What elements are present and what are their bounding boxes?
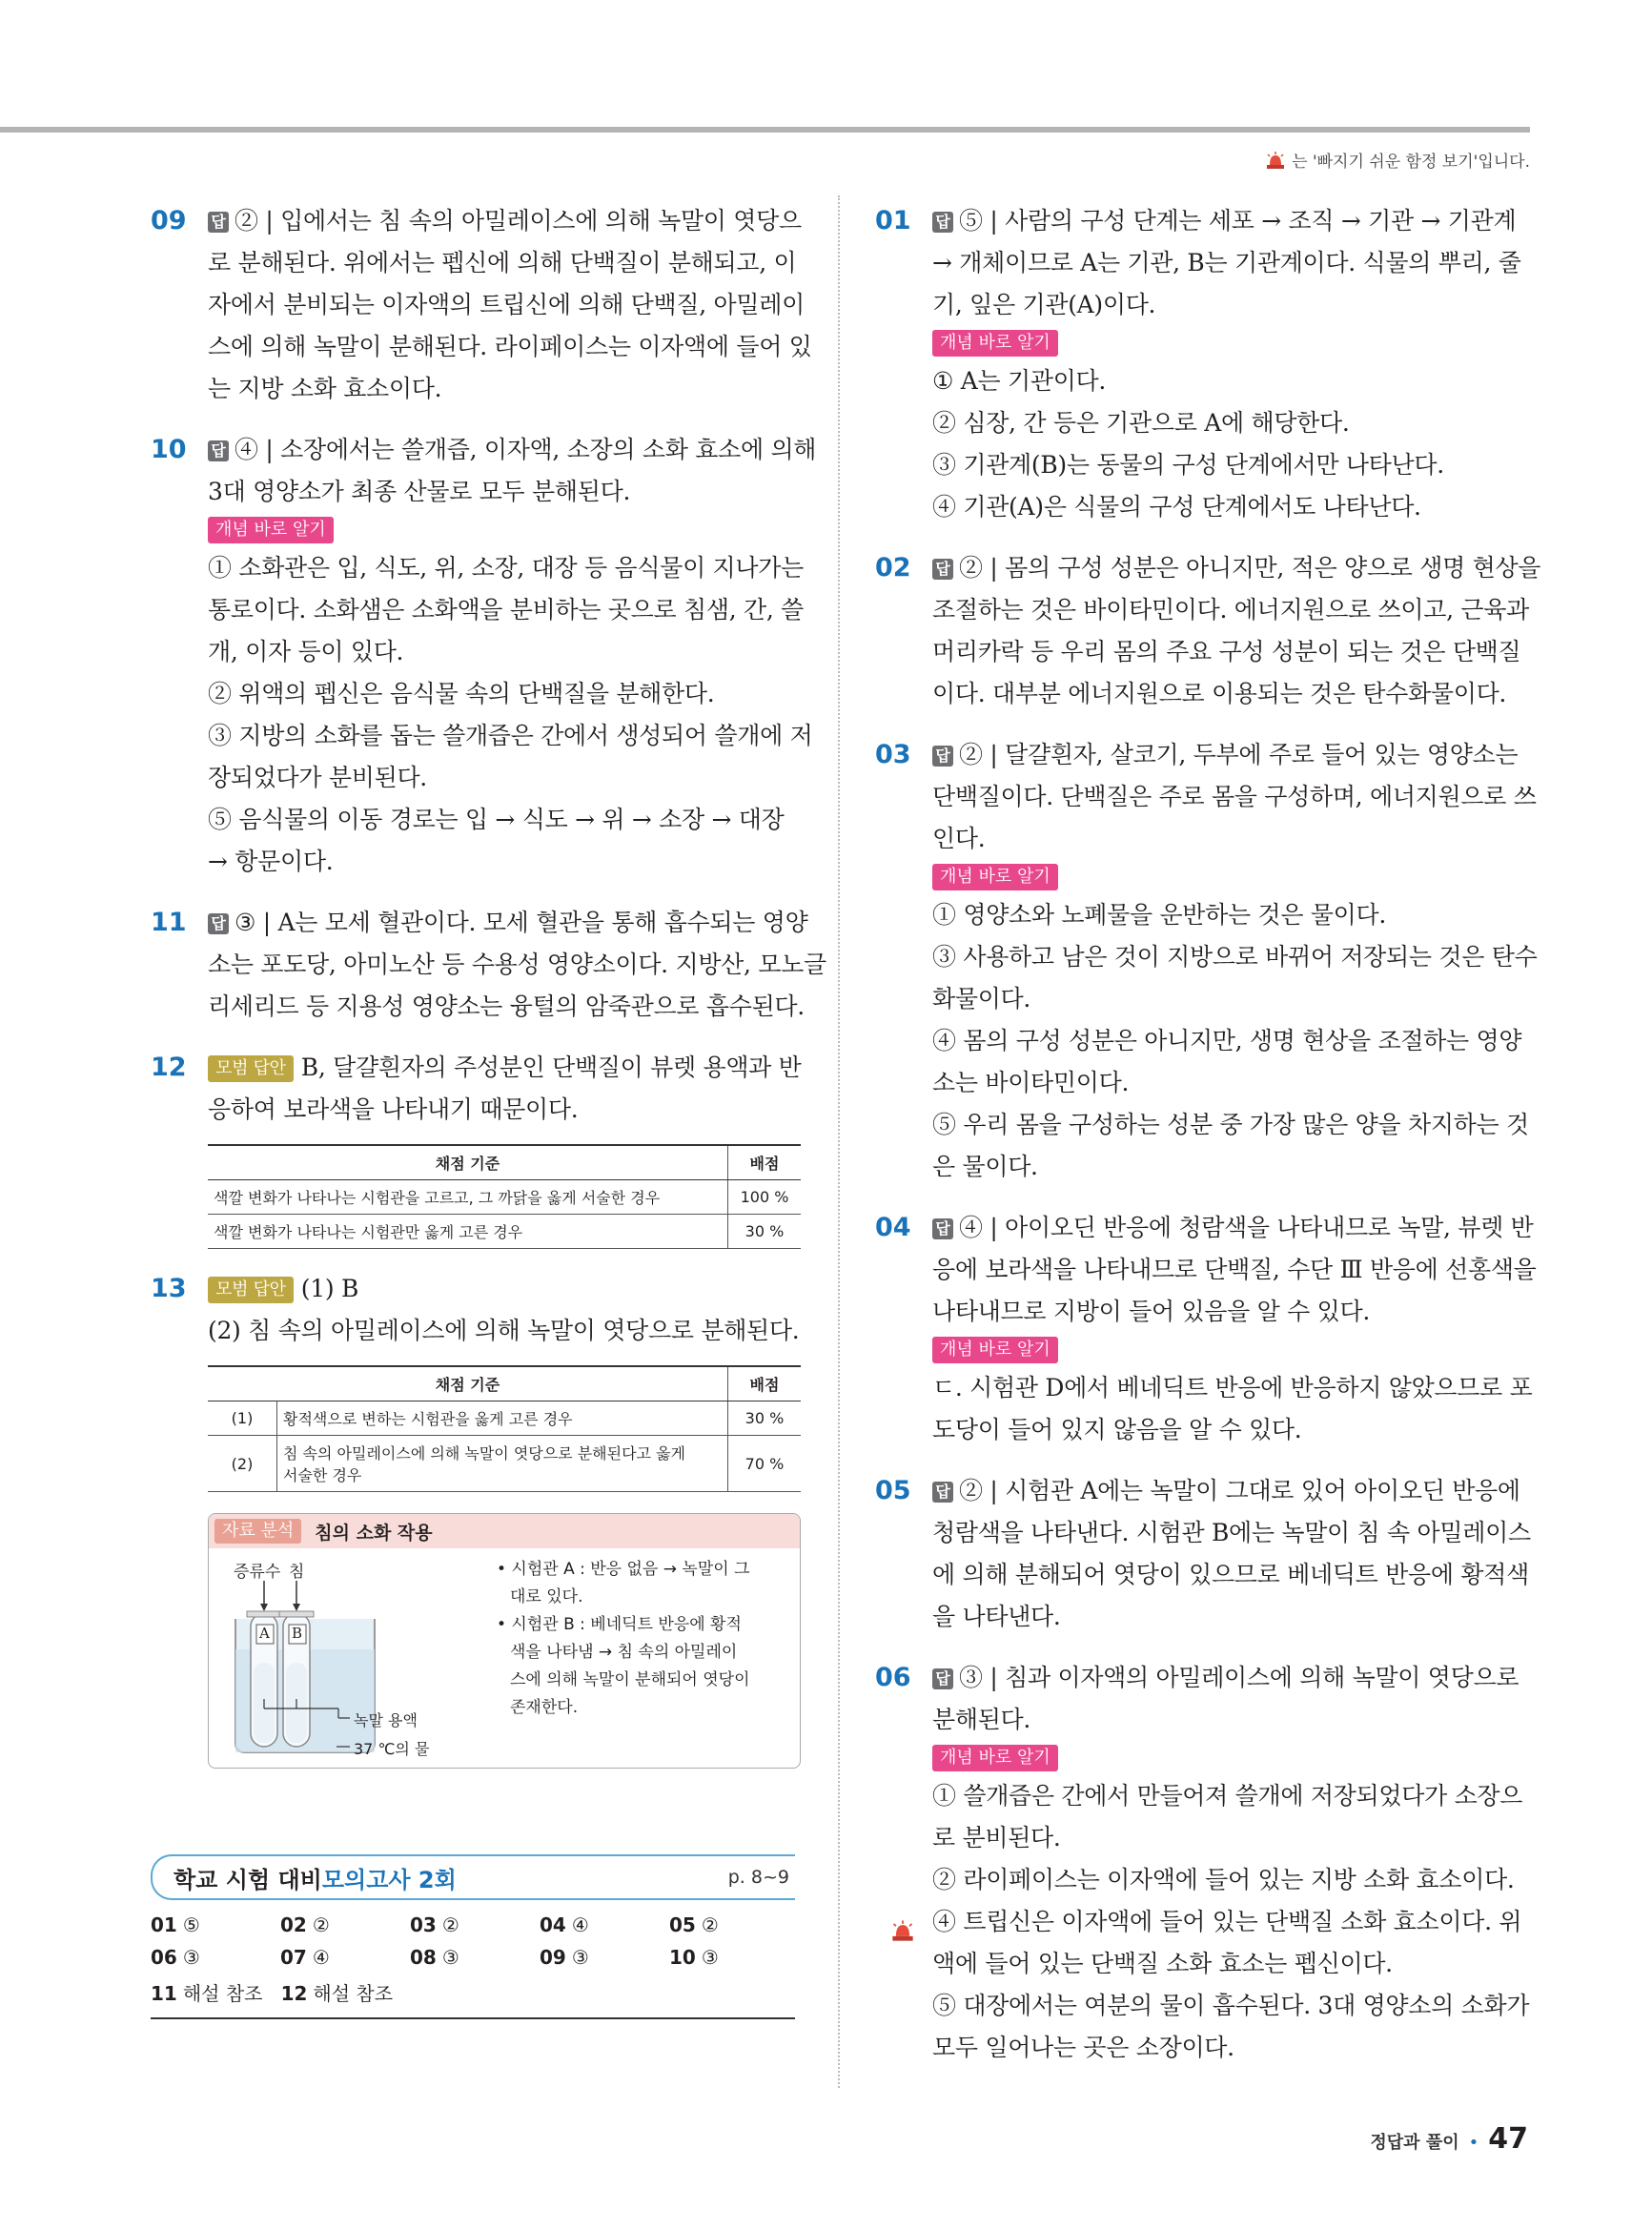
question-04 (875, 1207, 1537, 1451)
concept-tag: 개념 바로 알기 (932, 330, 1058, 357)
footer-dot: • (1468, 2133, 1479, 2153)
answer-cell: 08 ③ (410, 1946, 459, 1969)
bullet-item (497, 1611, 790, 1722)
answer-refs: 11 해설 참조 12 해설 참조 (151, 1982, 394, 2005)
text: 로 분비된다. (932, 1824, 1061, 1852)
concept-tag: 개념 바로 알기 (208, 517, 334, 543)
answer-cell: 09 ③ (540, 1946, 589, 1969)
text: ⑤ | 사람의 구성 단계는 세포 → 조직 → 기관 → 기관계 (959, 207, 1517, 235)
answer-badge: 답 (208, 440, 229, 461)
text: 이다. 대부분 에너지원으로 이용되는 것은 탄수화물이다. (932, 680, 1507, 707)
answer-line (208, 902, 808, 944)
question-10 (151, 429, 817, 883)
label-starch-solution: 녹말 용액 (354, 1711, 418, 1729)
question-01 (875, 200, 1531, 528)
text: 로 분해된다. 위에서는 펩신에 의해 단백질이 분해되고, 이 (208, 249, 797, 276)
text: ② | 달걀흰자, 살코기, 두부에 주로 들어 있는 영양소는 (959, 741, 1519, 768)
label-distilled-water: 증류수 (234, 1563, 281, 1582)
answer-badge: 답 (208, 913, 229, 934)
text: 액에 들어 있는 단백질 소화 효소는 펩신이다. (932, 1950, 1393, 1977)
right-column (875, 200, 1541, 2088)
text: ② | 몸의 구성 성분은 아니지만, 적은 양으로 생명 현상을 (959, 554, 1541, 582)
question-number: 09 (151, 206, 187, 235)
answer-badge: 답 (208, 212, 229, 233)
answer-line (932, 547, 1541, 589)
text: ④ 트립신은 이자액에 들어 있는 단백질 소화 효소이다. 위 (932, 1908, 1522, 1935)
text: 스에 의해 녹말이 분해된다. 라이페이스는 이자액에 들어 있 (208, 333, 812, 360)
answer-line (932, 1470, 1531, 1512)
text: ② 라이페이스는 이자액에 들어 있는 지방 소화 효소이다. (932, 1866, 1515, 1893)
text: 리세리드 등 지용성 영양소는 융털의 암죽관으로 흡수된다. (208, 992, 805, 1020)
answer-line (208, 200, 801, 242)
question-number: 11 (151, 908, 187, 937)
answer-badge: 답 (932, 559, 953, 580)
text: 조절하는 것은 바이타민이다. 에너지원으로 쓰이고, 근육과 (932, 596, 1529, 624)
table-cell: 30 % (728, 1215, 802, 1249)
text: ① 쓸개즙은 간에서 만들어져 쓸개에 저장되었다가 소장으 (932, 1782, 1523, 1810)
text: (1) B (300, 1275, 359, 1302)
text: 자에서 분비되는 이자액의 트립신에 의해 단백질, 아밀레이 (208, 291, 805, 318)
text: 화물이다. (932, 985, 1031, 1013)
mock-exam-page-ref: p. 8~9 (727, 1867, 789, 1888)
data-analysis-box (208, 1513, 801, 1769)
label-water-37c: 37 ℃의 물 (354, 1740, 430, 1758)
answer-cell: 05 ② (669, 1913, 719, 1936)
text: ② | 입에서는 침 속의 아밀레이스에 의해 녹말이 엿당으 (235, 207, 802, 235)
table-cell: 색깔 변화가 나타나는 시험관을 고르고, 그 까닭을 옳게 서술한 경우 (208, 1180, 728, 1215)
model-answer-tag: 모범 답안 (208, 1055, 294, 1082)
question-05 (875, 1470, 1531, 1638)
table-row (208, 1180, 801, 1215)
question-number: 01 (875, 206, 911, 235)
question-13 (151, 1268, 801, 1769)
text: ① A는 기관이다. (932, 367, 1107, 395)
table-cell: 색깔 변화가 나타나는 시험관만 옳게 고른 경우 (208, 1215, 728, 1249)
answer-badge: 답 (932, 746, 953, 767)
table-cell: 황적색으로 변하는 시험관을 옳게 고른 경우 (277, 1401, 728, 1436)
text: ③ | A는 모세 혈관이다. 모세 혈관을 통해 흡수되는 영양 (235, 909, 808, 936)
label-tube-b: B (292, 1625, 303, 1642)
concept-tag: 개념 바로 알기 (932, 1745, 1058, 1771)
table-header: 채점 기준 (208, 1366, 728, 1401)
text: ④ 몸의 구성 성분은 아니지만, 생명 현상을 조절하는 영양 (932, 1027, 1522, 1054)
text: 분해된다. (932, 1706, 1031, 1733)
text: 통로이다. 소화샘은 소화액을 분비하는 곳으로 침샘, 간, 쓸 (208, 596, 805, 624)
text: 장되었다가 분비된다. (208, 764, 427, 791)
table-cell: 70 % (728, 1436, 802, 1492)
answer-line (208, 429, 817, 471)
question-number: 13 (151, 1274, 187, 1303)
text: ② 심장, 간 등은 기관으로 A에 해당한다. (932, 409, 1350, 437)
trap-line (932, 1901, 1531, 1943)
question-09 (151, 200, 812, 410)
analysis-bullets (489, 1556, 790, 1756)
answer-grid (151, 1913, 795, 1969)
answer-badge: 답 (932, 1482, 953, 1503)
question-number: 12 (151, 1053, 187, 1082)
text: ⑤ 우리 몸을 구성하는 성분 중 가장 많은 양을 차지하는 것 (932, 1111, 1529, 1138)
question-11 (151, 902, 826, 1028)
answer-line (932, 1657, 1531, 1699)
text: 소는 바이타민이다. (932, 1069, 1130, 1096)
mock-exam-header (151, 1854, 795, 1900)
text: 은 물이다. (932, 1153, 1038, 1180)
answer-cell: 03 ② (410, 1913, 459, 1936)
label-tube-a: A (259, 1625, 270, 1642)
answer-line (208, 1268, 801, 1310)
text: 모두 일어나는 곳은 소장이다. (932, 2034, 1234, 2061)
text: ⑤ 음식물의 이동 경로는 입 → 식도 → 위 → 소장 → 대장 (208, 806, 785, 833)
text: ③ 기관계(B)는 동물의 구성 단계에서만 나타난다. (932, 451, 1444, 479)
answer-badge: 답 (932, 212, 953, 233)
table-cell: 30 % (728, 1401, 802, 1436)
column-divider (838, 195, 840, 2088)
left-column (151, 200, 826, 2019)
text: 을 나타낸다. (932, 1603, 1061, 1630)
question-number: 02 (875, 553, 911, 583)
model-answer-tag: 모범 답안 (208, 1277, 294, 1303)
text: 소는 포도당, 아미노산 등 수용성 영양소이다. 지방산, 모노글 (208, 951, 826, 978)
question-number: 04 (875, 1213, 911, 1242)
text: 대로 있다. (510, 1587, 583, 1606)
page-number: 47 (1488, 2122, 1528, 2156)
table-cell: (1) (208, 1401, 277, 1436)
mock-exam-box (151, 1854, 795, 2019)
data-analysis-tag: 자료 분석 (214, 1519, 301, 1544)
scoring-table (208, 1144, 801, 1249)
text: 응하여 보라색을 나타내기 때문이다. (208, 1095, 579, 1123)
text: 는 지방 소화 효소이다. (208, 375, 442, 402)
answer-line (208, 1047, 801, 1089)
text: 응에 보라색을 나타내므로 단백질, 수단 Ⅲ 반응에 선홍색을 (932, 1256, 1537, 1283)
text: ② | 시험관 A에는 녹말이 그대로 있어 아이오딘 반응에 (959, 1477, 1520, 1504)
page-footer (1370, 2122, 1528, 2156)
text: • 시험관 B : 베네딕트 반응에 황적 (497, 1615, 742, 1634)
text: 단백질이다. 단백질은 주로 몸을 구성하며, 에너지원으로 쓰 (932, 783, 1537, 810)
text: 존재한다. (510, 1698, 579, 1717)
answer-cell: 01 ⑤ (151, 1913, 200, 1936)
alarm-icon (890, 1913, 915, 1954)
text: 기, 잎은 기관(A)이다. (932, 291, 1156, 318)
table-cell (277, 1436, 728, 1492)
table-header: 채점 기준 (208, 1145, 728, 1180)
table-header: 배점 (728, 1366, 802, 1401)
text: 스에 의해 녹말이 분해되어 엿당이 (510, 1670, 750, 1689)
data-analysis-header (209, 1514, 800, 1548)
question-06 (875, 1657, 1531, 2069)
mock-exam-title-1: 학교 시험 대비 (173, 1866, 322, 1893)
answer-cell: 10 ③ (669, 1946, 719, 1969)
label-saliva: 침 (289, 1563, 305, 1582)
scoring-table (208, 1365, 801, 1492)
text: ③ 사용하고 남은 것이 지방으로 바뀌어 저장되는 것은 탄수 (932, 943, 1538, 971)
trap-legend (1265, 148, 1530, 172)
text: ④ | 아이오딘 반응에 청람색을 나타내므로 녹말, 뷰렛 반 (959, 1214, 1534, 1241)
table-row (208, 1401, 801, 1436)
top-rule (0, 127, 1530, 133)
mock-exam-title-2: 모의고사 2회 (321, 1866, 457, 1893)
text: 개, 이자 등이 있다. (208, 638, 404, 665)
concept-tag: 개념 바로 알기 (932, 1337, 1058, 1363)
text: 도당이 들어 있지 않음을 알 수 있다. (932, 1416, 1302, 1443)
footer-label: 정답과 풀이 (1370, 2133, 1459, 2153)
text: ⑤ 대장에서는 여분의 물이 흡수된다. 3대 영양소의 소화가 (932, 1992, 1530, 2019)
alarm-icon (1265, 152, 1286, 169)
answer-cell: 06 ③ (151, 1946, 200, 1969)
trap-legend-text: 는 '빠지기 쉬운 함정 보기'입니다. (1292, 153, 1530, 172)
text: 3대 영양소가 최종 산물로 모두 분해된다. (208, 478, 631, 505)
table-cell: (2) (208, 1436, 277, 1492)
question-03 (875, 734, 1538, 1188)
answer-cell: 02 ② (280, 1913, 330, 1936)
text: ② 위액의 펩신은 음식물 속의 단백질을 분해한다. (208, 680, 715, 707)
table-cell: 100 % (728, 1180, 802, 1215)
answer-line (932, 200, 1531, 242)
question-12 (151, 1047, 801, 1249)
question-02 (875, 547, 1541, 715)
text: 나타내므로 지방이 들어 있음을 알 수 있다. (932, 1298, 1370, 1325)
question-number: 10 (151, 435, 187, 464)
test-tube-figure (222, 1556, 489, 1756)
text: 색을 나타냄 → 침 속의 아밀레이 (510, 1643, 738, 1662)
text: ④ | 소장에서는 쓸개즙, 이자액, 소장의 소화 효소에 의해 (235, 436, 817, 463)
text: ① 영양소와 노폐물을 운반하는 것은 물이다. (932, 901, 1387, 929)
text: ① 소화관은 입, 식도, 위, 소장, 대장 등 음식물이 지나가는 (208, 554, 804, 582)
concept-tag: 개념 바로 알기 (932, 864, 1058, 890)
answer-line (932, 734, 1531, 776)
text: ㄷ. 시험관 D에서 베네딕트 반응에 반응하지 않았으므로 포 (932, 1374, 1533, 1401)
text: 머리카락 등 우리 몸의 주요 구성 성분이 되는 것은 단백질 (932, 638, 1521, 665)
text: 청람색을 나타낸다. 시험관 B에는 녹말이 침 속 아밀레이스 (932, 1519, 1531, 1546)
bullet-item (497, 1556, 790, 1611)
table-header: 배점 (728, 1145, 802, 1180)
text: 침 속의 아밀레이스에 의해 녹말이 엿당으로 분해된다고 옳게 (283, 1444, 686, 1463)
text: B, 달걀흰자의 주성분인 단백질이 뷰렛 용액과 반 (300, 1054, 802, 1081)
question-number: 06 (875, 1663, 911, 1692)
data-analysis-title: 침의 소화 작용 (315, 1522, 433, 1544)
answer-badge: 답 (932, 1668, 953, 1689)
text: 인다. (932, 825, 986, 852)
text: → 개체이므로 A는 기관, B는 기관계이다. 식물의 뿌리, 줄 (932, 249, 1521, 276)
answer-cell: 07 ④ (280, 1946, 330, 1969)
text: ④ 기관(A)은 식물의 구성 단계에서도 나타난다. (932, 493, 1421, 521)
text: • 시험관 A : 반응 없음 → 녹말이 그 (497, 1560, 750, 1579)
answer-cell: 04 ④ (540, 1913, 589, 1936)
table-row (208, 1215, 801, 1249)
text: ③ 지방의 소화를 돕는 쓸개즙은 간에서 생성되어 쓸개에 저 (208, 722, 813, 749)
text: 에 의해 분해되어 엿당이 있으므로 베네딕트 반응에 황적색 (932, 1561, 1529, 1588)
answer-line (932, 1207, 1534, 1249)
text: (2) 침 속의 아밀레이스에 의해 녹말이 엿당으로 분해된다. (208, 1317, 800, 1344)
question-number: 03 (875, 740, 911, 769)
table-row (208, 1436, 801, 1492)
text: ③ | 침과 이자액의 아밀레이스에 의해 녹말이 엿당으로 (959, 1664, 1519, 1691)
text: 서술한 경우 (283, 1466, 362, 1484)
text: → 항문이다. (208, 848, 334, 875)
question-number: 05 (875, 1476, 911, 1505)
answer-badge: 답 (932, 1218, 953, 1239)
